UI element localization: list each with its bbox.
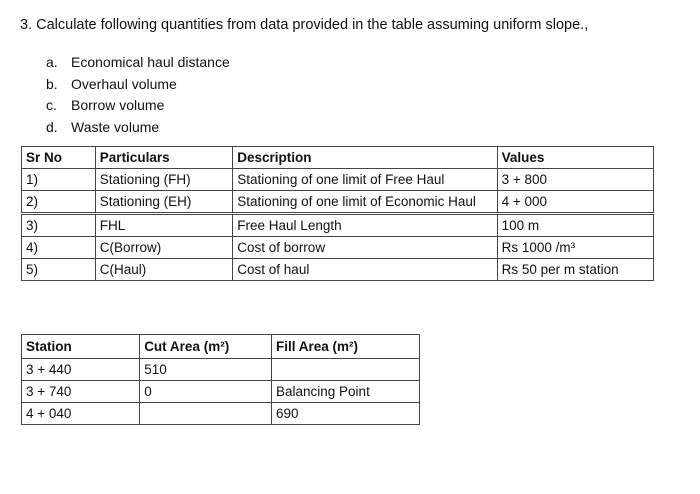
cell-value: 4 + 000 [497, 191, 653, 214]
parameters-table [21, 146, 654, 281]
table-row [22, 259, 654, 281]
table-row [22, 381, 420, 403]
cell-particulars: C(Haul) [95, 259, 232, 281]
cell-cut-area: 510 [140, 359, 272, 381]
table-row [22, 359, 420, 381]
table-row [22, 237, 654, 259]
cell-description: Stationing of one limit of Economic Haul [233, 191, 497, 214]
cell-description: Cost of haul [233, 259, 497, 281]
subpart-d: d. Waste volume [46, 118, 160, 135]
header-station: Station [22, 335, 140, 359]
cell-sr: 5) [22, 259, 96, 281]
cell-particulars: Stationing (EH) [95, 191, 232, 214]
subpart-c: c. Borrow volume [46, 97, 165, 113]
header-fill-area: Fill Area (m²) [272, 335, 420, 359]
question-text: 3. Calculate following quantities from data provided in the table assuming uniform slope., [20, 17, 589, 33]
table-header-row [22, 147, 654, 169]
table-row [22, 214, 654, 237]
table-row [22, 191, 654, 214]
header-particulars: Particulars [95, 147, 232, 169]
cell-fill-area [272, 359, 420, 381]
table-header-row [22, 335, 420, 359]
cell-description: Cost of borrow [233, 237, 497, 259]
cell-fill-area: 690 [272, 403, 420, 425]
table-row [22, 403, 420, 425]
cell-sr: 3) [22, 214, 96, 237]
cell-fill-area: Balancing Point [272, 381, 420, 403]
cell-particulars: C(Borrow) [95, 237, 232, 259]
cell-station: 3 + 740 [22, 381, 140, 403]
station-areas-table [21, 334, 420, 425]
header-sr-no: Sr No [22, 147, 96, 169]
subpart-a: a. Economical haul distance [46, 54, 230, 70]
cell-value: Rs 1000 /m³ [497, 237, 653, 259]
cell-value: 100 m [497, 214, 653, 237]
cell-cut-area: 0 [140, 381, 272, 403]
cell-station: 3 + 440 [22, 359, 140, 381]
cell-sr: 2) [22, 191, 96, 214]
subparts-list [46, 52, 230, 138]
cell-value: 3 + 800 [497, 169, 653, 191]
cell-sr: 4) [22, 237, 96, 259]
cell-value: Rs 50 per m station [497, 259, 653, 281]
subpart-b: b. Overhaul volume [46, 75, 177, 92]
cell-particulars: FHL [95, 214, 232, 237]
cell-description: Stationing of one limit of Free Haul [233, 169, 497, 191]
table-row [22, 169, 654, 191]
header-cut-area: Cut Area (m²) [140, 335, 272, 359]
header-description: Description [233, 147, 497, 169]
cell-cut-area [140, 403, 272, 425]
header-values: Values [497, 147, 653, 169]
cell-particulars: Stationing (FH) [95, 169, 232, 191]
cell-station: 4 + 040 [22, 403, 140, 425]
cell-sr: 1) [22, 169, 96, 191]
cell-description: Free Haul Length [233, 214, 497, 237]
